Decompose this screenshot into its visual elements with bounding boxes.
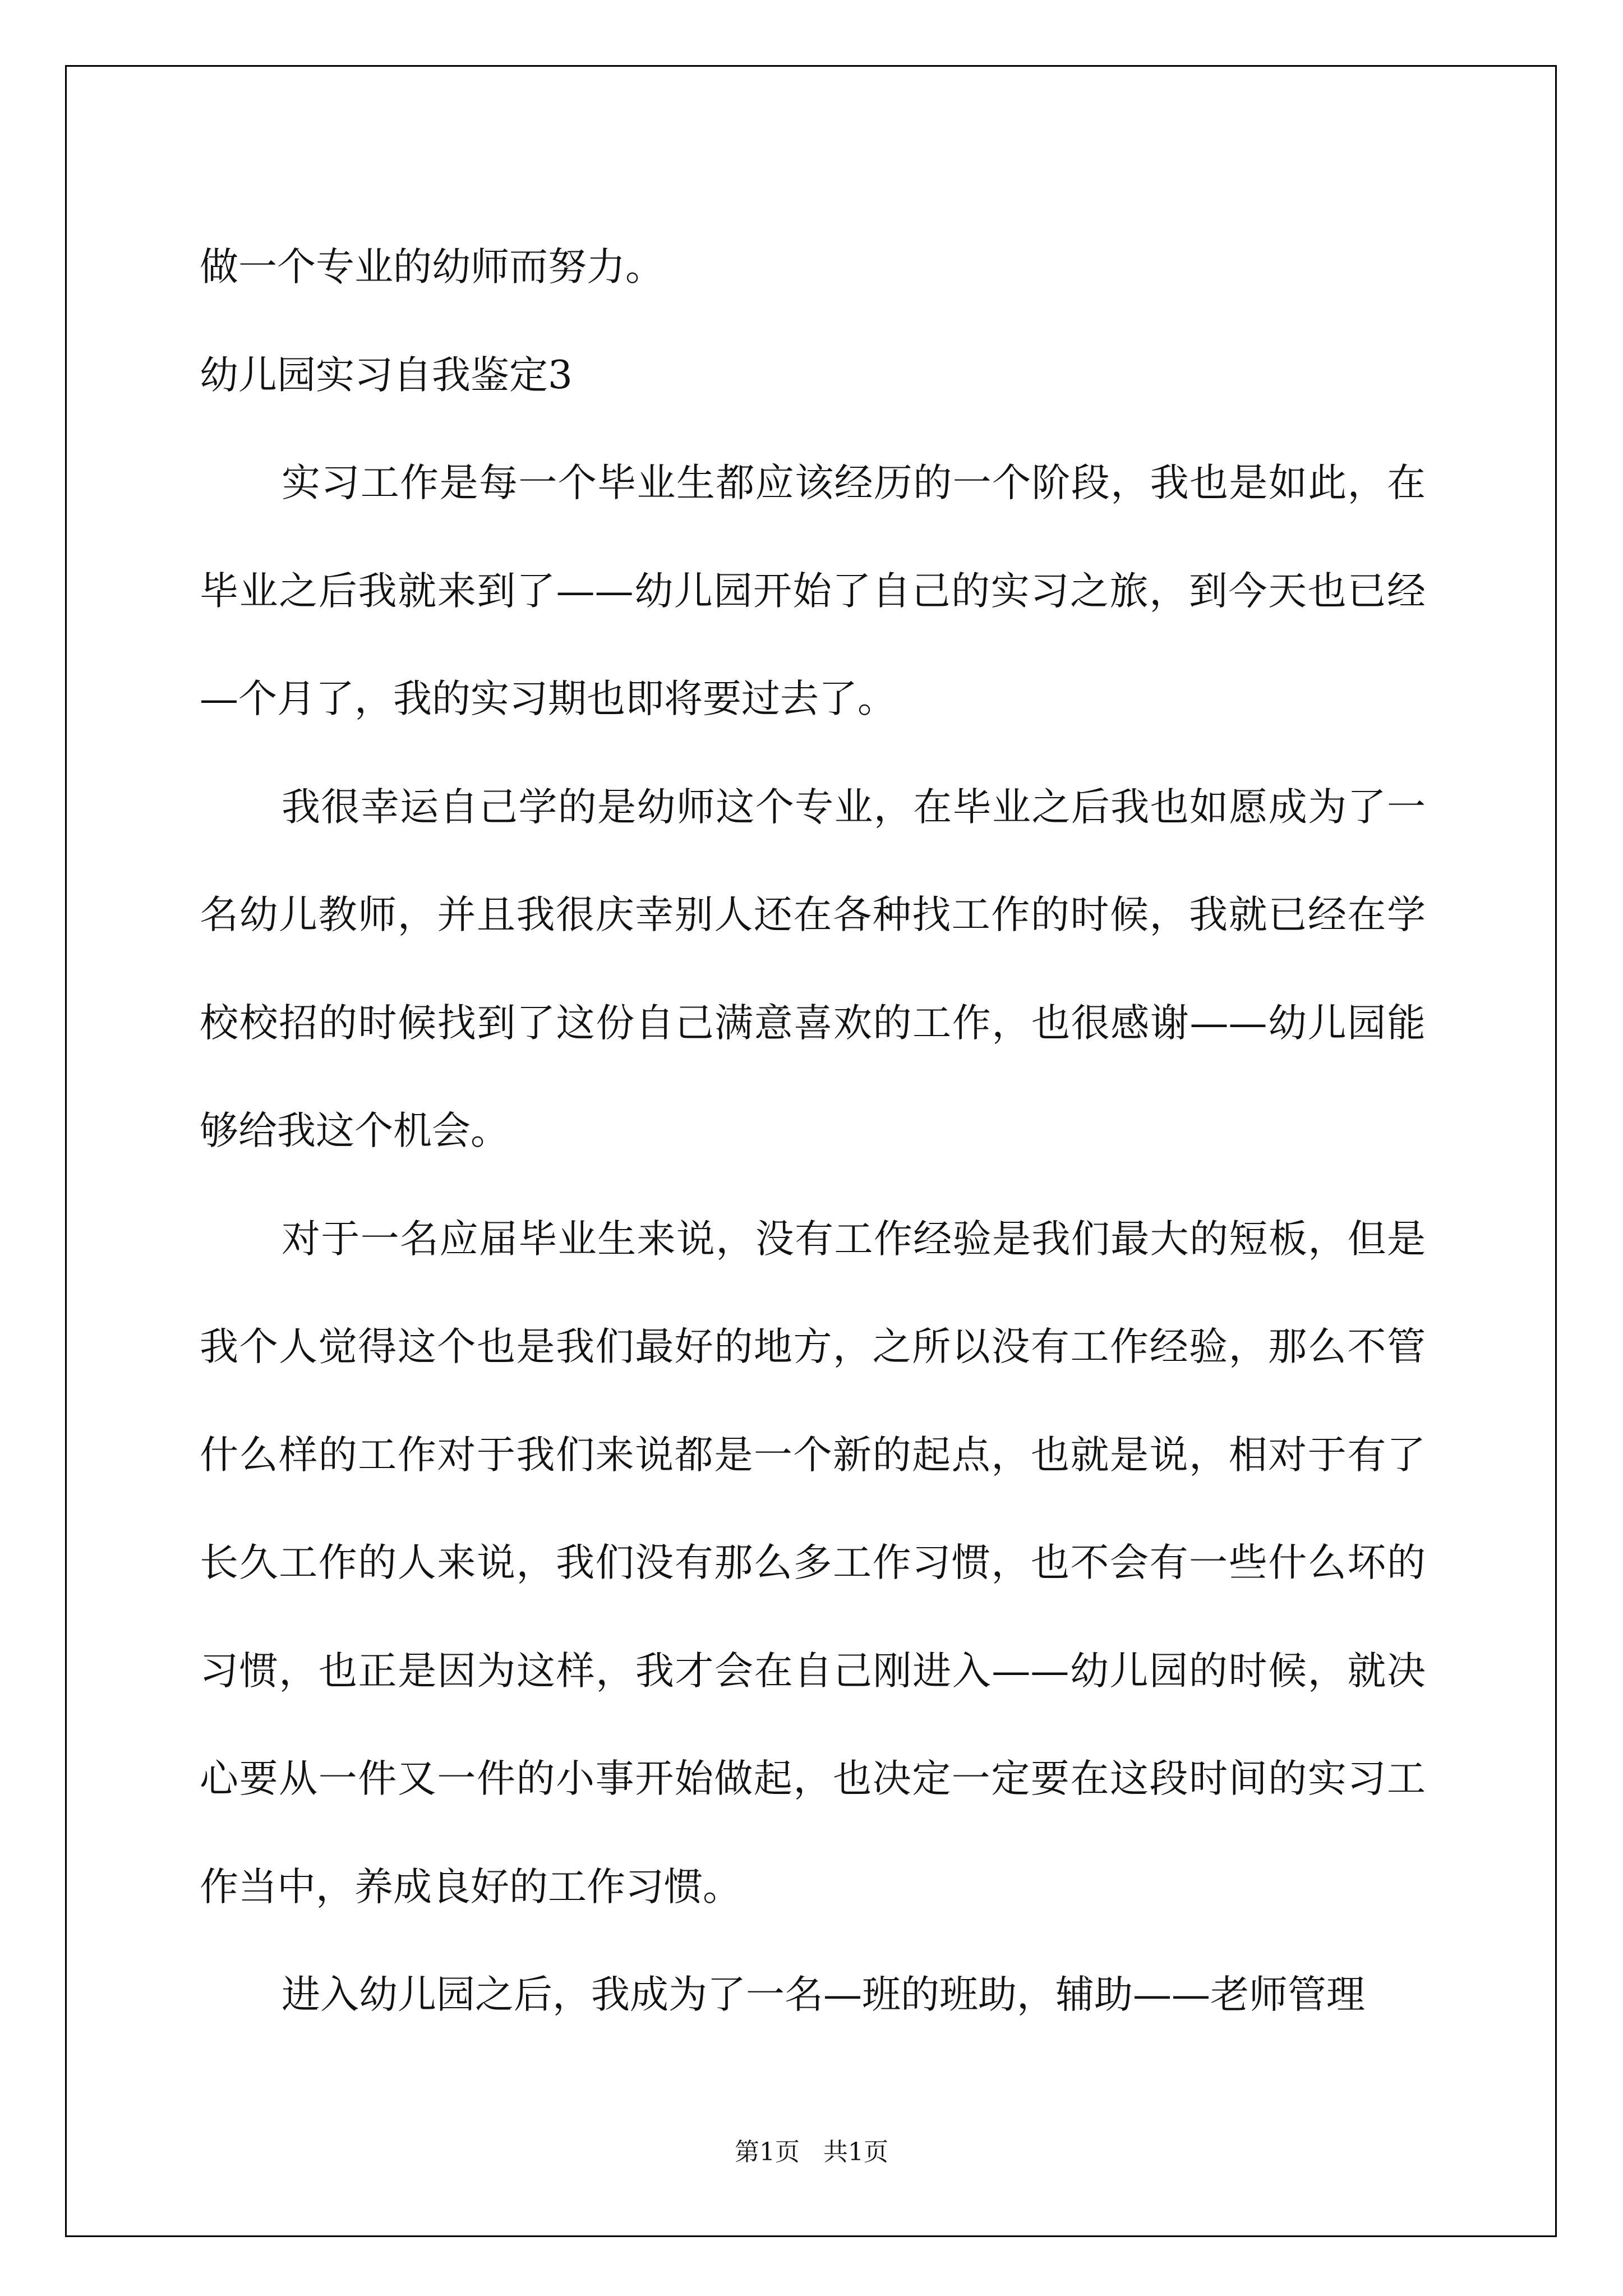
paragraph-internship-intro: 实习工作是每一个毕业生都应该经历的一个阶段，我也是如此，在毕业之后我就来到了——幼儿园开始了自己的实习之旅，到今天也已经—个月了，我的实习期也即将要过去了。	[200, 461, 1426, 721]
paragraph-work-experience: 对于一名应届毕业生来说，没有工作经验是我们最大的短板，但是我个人觉得这个也是我们最好的地方，之所以没有工作经验，那么不管什么样的工作对于我们来说都是一个新的起点，也就是说，相对于有了长久工作的人来说，我们没有那么多工作习惯，也不会有一些什么坏的习惯，也正是因为这样，我才会在自己刚进入——幼儿园的时候，就决心要从一件又一件的小事开始做起，也决定一定要在这段时间的实习工作当中，养成良好的工作习惯。	[200, 1216, 1426, 1910]
section-heading: 幼儿园实习自我鉴定3	[200, 352, 573, 398]
paragraph-career-choice: 我很幸运自己学的是幼师这个专业，在毕业之后我也如愿成为了一名幼儿教师，并且我很庆幸别人还在各种找工作的时候，我就已经在学校校招的时候找到了这份自己满意喜欢的工作，也很感谢——幼儿园能够给我这个机会。	[200, 784, 1426, 1153]
document-body	[200, 213, 1426, 2049]
paragraph-class-assistant: 进入幼儿园之后，我成为了一名—班的班助，辅助——老师管理	[282, 1972, 1365, 2017]
paragraph-closing-line: 做一个专业的幼师而努力。	[200, 245, 664, 289]
page-footer: 第1页 共1页	[735, 2138, 888, 2166]
